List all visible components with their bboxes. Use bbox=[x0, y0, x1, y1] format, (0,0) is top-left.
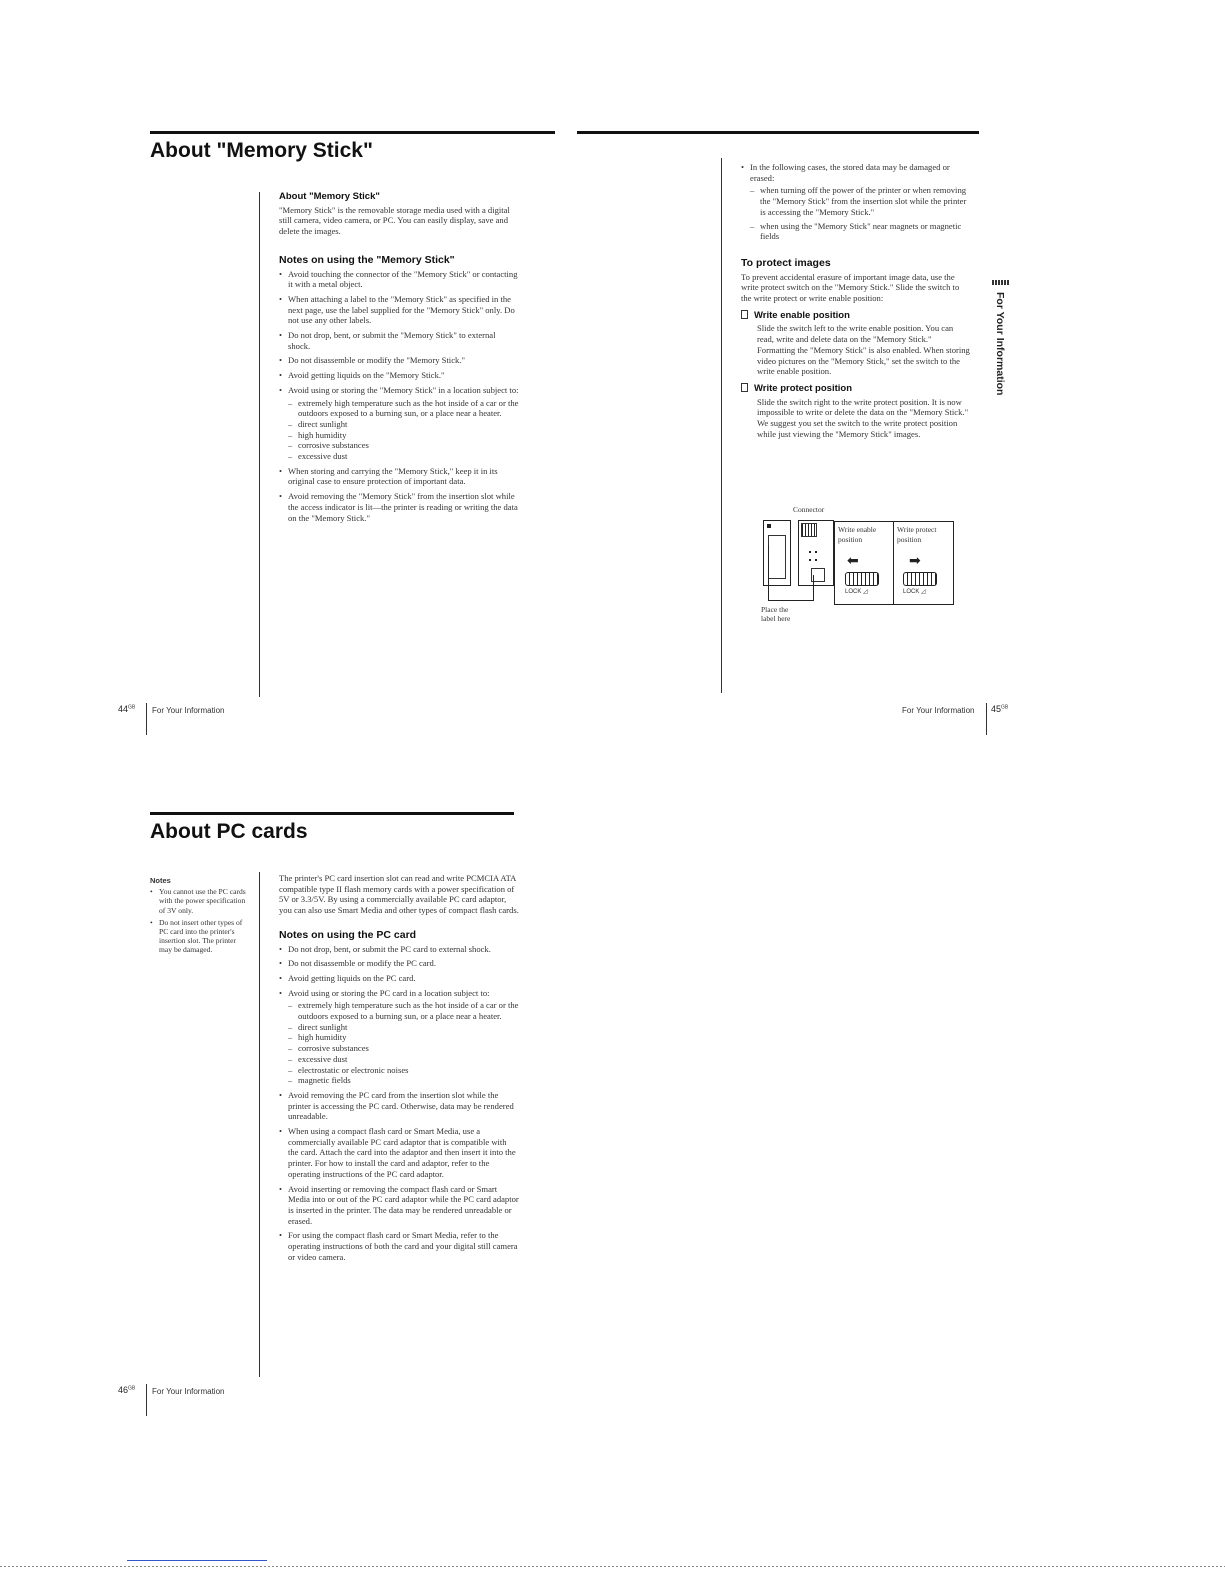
folio-number: 44 bbox=[118, 704, 129, 714]
list-item: – magnetic fields bbox=[288, 1075, 519, 1086]
folio-page-45 bbox=[991, 704, 1008, 714]
list-item: – extremely high temperature such as the hot inside of a car or the outdoors exposed to a burning sun, or a place near a heater. bbox=[288, 1000, 519, 1021]
write-protect-text: Slide the switch right to the write protect position. It is now impossible to write or delete the data on the "Memory Stick." We suggest you set the switch to the write protect position while just viewing the "Memory Stick" images. bbox=[757, 396, 969, 439]
folio-rule bbox=[986, 703, 987, 735]
folio-sup: GB bbox=[1001, 704, 1009, 711]
list-item: – corrosive substances bbox=[288, 440, 519, 451]
memory-stick-back bbox=[798, 520, 834, 586]
protect-heading: To protect images bbox=[741, 256, 831, 269]
list-item: • Do not disassemble or modify the PC card. bbox=[279, 958, 519, 969]
folio-rule bbox=[146, 703, 147, 735]
write-protect-label-2: position bbox=[897, 535, 922, 544]
folio-text: For Your Information bbox=[902, 706, 975, 715]
list-item: • Avoid touching the connector of the "Memory Stick" or contacting it with a metal object. bbox=[279, 269, 519, 290]
list-item-text: Avoid using or storing the PC card in a location subject to: bbox=[288, 987, 490, 998]
pointer-line bbox=[813, 575, 814, 601]
list-item: • Do not drop, bent, or submit the "Memory Stick" to external shock. bbox=[279, 330, 519, 351]
list-item: – direct sunlight bbox=[288, 1022, 519, 1033]
pc-card-notes-heading: Notes on using the PC card bbox=[279, 928, 417, 941]
notes-heading: Notes on using the "Memory Stick" bbox=[279, 253, 455, 266]
folio-text: For Your Information bbox=[152, 706, 225, 715]
list-item: – electrostatic or electronic noises bbox=[288, 1065, 519, 1076]
list-item: – high humidity bbox=[288, 1032, 519, 1043]
lock-label: LOCK ◿ bbox=[903, 589, 926, 595]
lock-label-text: LOCK bbox=[845, 589, 862, 595]
list-item: • When storing and carrying the "Memory Stick," keep it in its original case to ensure protection of important data. bbox=[279, 466, 519, 487]
pc-conditions-list bbox=[288, 1000, 519, 1086]
memory-stick-diagram bbox=[758, 505, 958, 630]
write-protect-heading-text: Write protect position bbox=[754, 382, 852, 394]
switch-enable-icon bbox=[845, 572, 879, 586]
list-item: – when turning off the power of the printer or when removing the "Memory Stick" from the insertion slot while the printer is accessing the "Memory Stick." bbox=[750, 185, 971, 217]
pointer-line bbox=[768, 545, 769, 600]
folio-rule bbox=[146, 1384, 147, 1416]
switch-protect-icon bbox=[903, 572, 937, 586]
side-notes-list bbox=[150, 887, 248, 954]
notes-list bbox=[279, 269, 519, 524]
list-item: – high humidity bbox=[288, 430, 519, 441]
side-notes-heading: Notes bbox=[150, 876, 171, 885]
side-tab-marker bbox=[992, 280, 1010, 285]
pc-card-notes-list bbox=[279, 944, 519, 1263]
folio-page-46 bbox=[118, 1385, 135, 1395]
cases-list bbox=[741, 162, 971, 242]
write-enable-heading bbox=[741, 310, 971, 322]
list-item: • Avoid getting liquids on the "Memory Stick." bbox=[279, 370, 519, 381]
folio-page-44 bbox=[118, 704, 135, 714]
list-item: • When using a compact flash card or Smart Media, use a commercially available PC card adaptor that is compatible with the card. Attach the card into the adaptor and then insert it into the printer. For how to install the card and adaptor, refer to the operating instructions of the PC card adaptor. bbox=[279, 1126, 519, 1180]
place-label-line-2: label here bbox=[761, 614, 791, 623]
list-item: • For using the compact flash card or Smart Media, refer to the operating instructions of both the card and your digital still camera or video camera. bbox=[279, 1230, 519, 1262]
list-item: – excessive dust bbox=[288, 1054, 519, 1065]
page-title-memory-stick: About "Memory Stick" bbox=[150, 139, 373, 162]
scan-artifact-link bbox=[127, 1560, 267, 1561]
intro-text: "Memory Stick" is the removable storage media used with a digital still camera, video camera, or PC. You can easily display, save and delete the images. bbox=[279, 204, 510, 237]
cases-sublist bbox=[750, 185, 971, 242]
list-item: • You cannot use the PC cards with the power specification of 3V only. bbox=[150, 887, 248, 915]
lock-label-text: LOCK bbox=[903, 589, 920, 595]
list-item: • Avoid inserting or removing the compact flash card or Smart Media into or out of the PC card adaptor while the PC card adaptor is inserted in the printer. The data may be rendered unreadable or erased. bbox=[279, 1184, 519, 1227]
list-item-text: Avoid using or storing the "Memory Stick" in a location subject to: bbox=[288, 384, 519, 395]
intro-heading: About "Memory Stick" bbox=[279, 191, 380, 202]
list-item bbox=[741, 162, 971, 242]
arrow-right-icon: ➡ bbox=[909, 553, 921, 569]
folio-number: 46 bbox=[118, 1385, 129, 1395]
column-divider bbox=[721, 158, 722, 693]
place-label bbox=[761, 605, 790, 623]
list-item bbox=[279, 385, 519, 462]
conditions-list bbox=[288, 398, 519, 462]
folio-text: For Your Information bbox=[152, 1387, 225, 1396]
list-item: – when using the "Memory Stick" near magnets or magnetic fields bbox=[750, 221, 971, 242]
folio-sup: GB bbox=[128, 1385, 136, 1392]
list-item: • Do not drop, bent, or submit the PC card to external shock. bbox=[279, 944, 519, 955]
checkbox-square-icon bbox=[741, 383, 748, 392]
write-enable-heading-text: Write enable position bbox=[754, 309, 850, 321]
write-protect-label: Write protect bbox=[897, 525, 937, 534]
page-title-pc-cards: About PC cards bbox=[150, 820, 308, 843]
list-item: – corrosive substances bbox=[288, 1043, 519, 1054]
list-item: – extremely high temperature such as the hot inside of a car or the outdoors exposed to a burning sun, or a place near a heater. bbox=[288, 398, 519, 419]
arrow-left-icon: ⬅ bbox=[847, 553, 859, 569]
place-label-line-1: Place the bbox=[761, 605, 789, 614]
folio-sup: GB bbox=[128, 704, 136, 711]
column-divider bbox=[259, 192, 260, 697]
list-item: – direct sunlight bbox=[288, 419, 519, 430]
side-tab-label: For Your Information bbox=[994, 292, 1006, 396]
diagram-connector-label: Connector bbox=[793, 505, 825, 514]
list-item: • When attaching a label to the "Memory Stick" as specified in the next page, use the label supplied for the "Memory Stick" only. Do not use any other labels. bbox=[279, 294, 519, 326]
protect-text: To prevent accidental erasure of important image data, use the write protect switch on the "Memory Stick." Slide the switch to the write protect or write enable position: bbox=[741, 271, 960, 304]
pointer-line bbox=[768, 600, 813, 601]
list-item: • Avoid removing the PC card from the insertion slot while the printer is accessing the PC card. Otherwise, data may be rendered unreadable. bbox=[279, 1090, 519, 1122]
memory-stick-main-column bbox=[279, 192, 519, 527]
write-protect-heading bbox=[741, 383, 971, 395]
column-divider bbox=[259, 872, 260, 1377]
header-rule-pc-cards bbox=[150, 812, 514, 815]
pc-card-side-notes bbox=[150, 876, 248, 959]
list-item: • Do not insert other types of PC card into the printer's insertion slot. The printer may be damaged. bbox=[150, 918, 248, 955]
memory-stick-cases-column bbox=[741, 162, 971, 445]
write-enable-text: Slide the switch left to the write enable position. You can read, write and delete data on the "Memory Stick." Formatting the "Memory Stick" is also enabled. When storing video pictures on the "Memory Stick," set the switch to the write enable position. bbox=[757, 323, 970, 377]
list-item bbox=[279, 988, 519, 1086]
list-item: • Do not disassemble or modify the "Memory Stick." bbox=[279, 355, 519, 366]
folio-number: 45 bbox=[991, 704, 1002, 714]
write-enable-label-2: position bbox=[838, 535, 863, 544]
pc-card-main-column bbox=[279, 873, 519, 1267]
lock-label: LOCK ◿ bbox=[845, 589, 868, 595]
list-item: • Avoid removing the "Memory Stick" from the insertion slot while the access indicator is lit—the printer is reading or writing the data on the "Memory Stick." bbox=[279, 491, 519, 523]
list-item: • Avoid getting liquids on the PC card. bbox=[279, 973, 519, 984]
list-item: – excessive dust bbox=[288, 451, 519, 462]
switch-panel bbox=[834, 521, 954, 605]
header-rule-right bbox=[577, 131, 979, 134]
header-rule-left bbox=[150, 131, 555, 134]
checkbox-square-icon bbox=[741, 310, 748, 319]
pc-card-intro-text: The printer's PC card insertion slot can read and write PCMCIA ATA compatible type II flash memory cards with a power specification of 5V or 3.3/5V. By using a commercially available PC card adaptor, you can also use Smart Media and other types of compact flash cards. bbox=[279, 873, 519, 916]
scan-artifact-line bbox=[0, 1566, 1225, 1567]
write-enable-label: Write enable bbox=[838, 525, 877, 534]
cases-intro: In the following cases, the stored data may be damaged or erased: bbox=[750, 162, 950, 183]
